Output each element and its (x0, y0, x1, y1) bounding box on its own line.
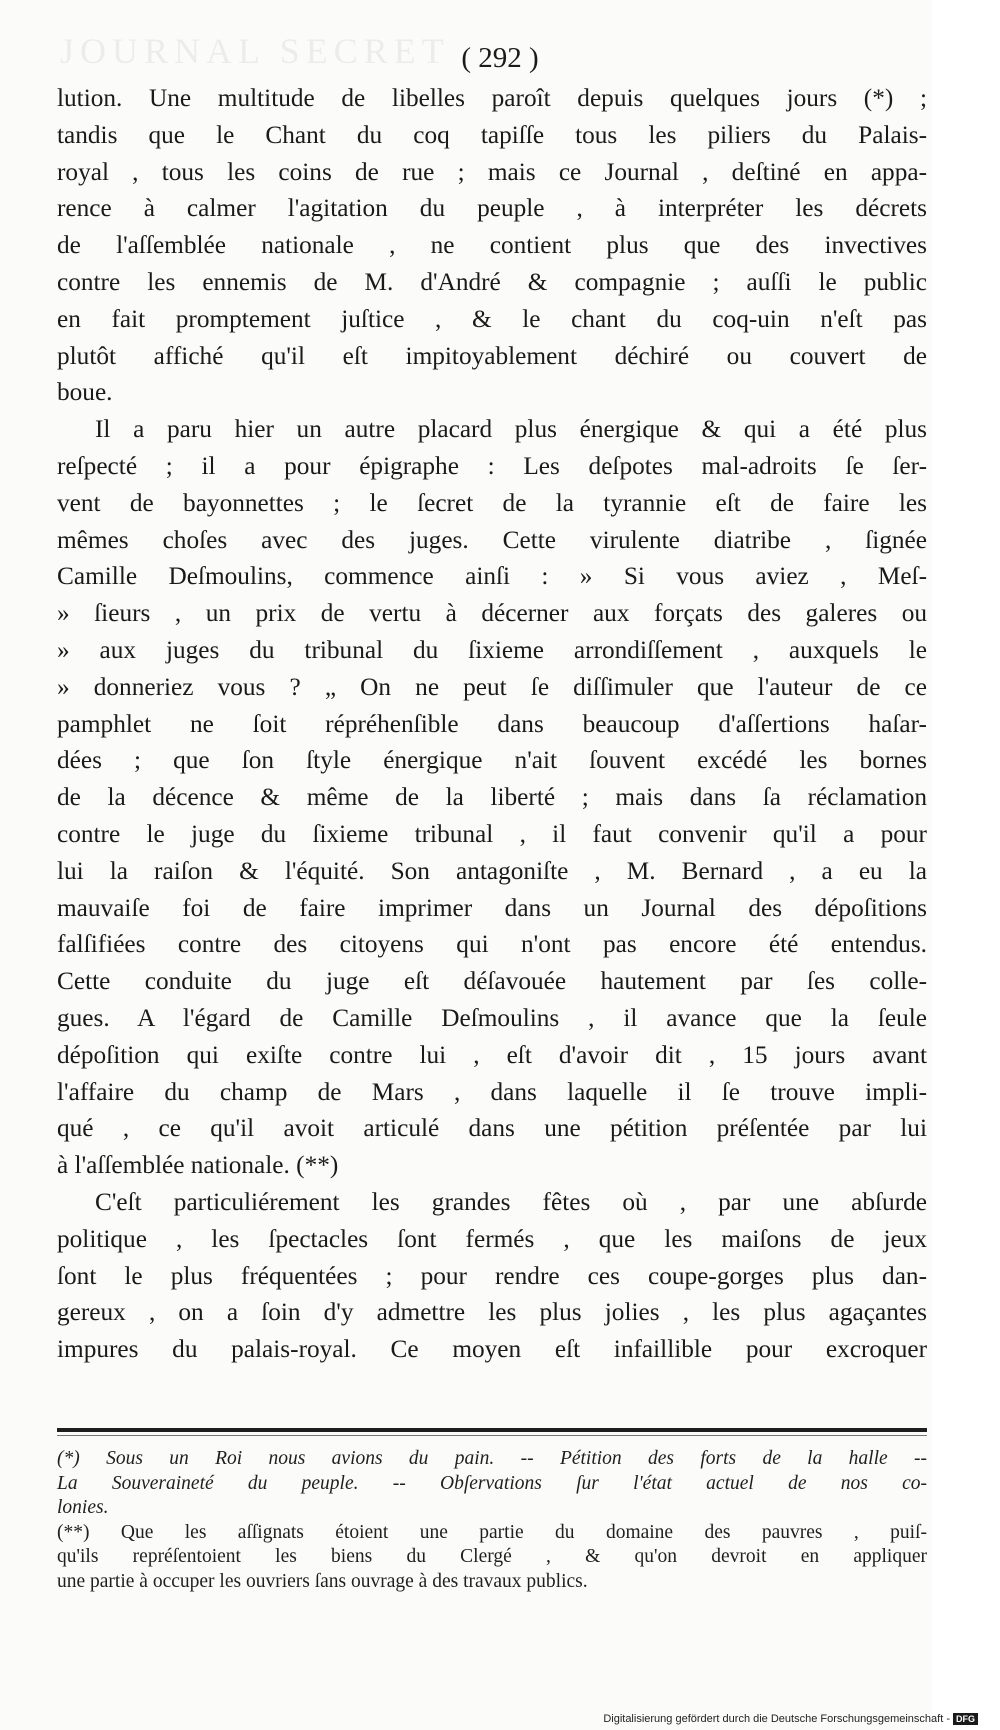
text-line: boue. (57, 378, 113, 407)
text-line: contre le juge du ſixieme tribunal , il faut convenir qu'il a pour (57, 819, 927, 848)
text-line: ſont le plus fréquentées ; pour rendre ces coupe-gorges plus dan- (57, 1261, 927, 1290)
footnote-line: qu'ils repréſentoient les biens du Clergé , & qu'on devroit en appliquer (57, 1546, 927, 1568)
text-line: royal , tous les coins de rue ; mais ce Journal , deſtiné en appa- (57, 157, 927, 186)
text-line: Cette conduite du juge eſt déſavouée hautement par ſes colle- (57, 967, 927, 996)
text-line: Camille Deſmoulins, commence ainſi : » Si vous aviez , Meſ- (57, 562, 927, 591)
text-line: en fait promptement juſtice , & le chant du coq-uin n'eſt pas (57, 304, 927, 333)
text-line: plutôt affiché qu'il eſt impitoyablement déchiré ou couvert de (57, 341, 927, 370)
footnote-separator-rule (57, 1435, 927, 1436)
text-line: de la décence & même de la liberté ; mais dans ſa réclamation (57, 783, 927, 812)
text-line: gues. A l'égard de Camille Deſmoulins , il avance que la ſeule (57, 1003, 927, 1032)
text-line: tandis que le Chant du coq tapiſſe tous les piliers du Palais- (57, 120, 927, 149)
text-line: contre les ennemis de M. d'André & compagnie ; auſſi le public (57, 267, 927, 296)
text-line: lui la raiſon & l'équité. Son antagoniſte , M. Bernard , a eu la (57, 856, 927, 885)
text-line: qué , ce qu'il avoit articulé dans une pétition préſentée par lui (57, 1114, 927, 1143)
footnote-line: (**) Que les aſſignats étoient une partie du domaine des pauvres , puiſ- (57, 1521, 927, 1543)
paragraph-start-line: C'eſt particuliérement les grandes fêtes où , par une abſurde (95, 1187, 927, 1216)
footnote-line: lonies. (57, 1497, 109, 1519)
paragraph-start-line: Il a paru hier un autre placard plus énergique & qui a été plus (95, 415, 927, 444)
footnote-line: (*) Sous un Roi nous avions du pain. -- Pétition des forts de la halle -- (57, 1448, 927, 1469)
footnote-separator (57, 1428, 927, 1432)
text-line: pamphlet ne ſoit répréhenſible dans beaucoup d'aſſertions haſar- (57, 709, 927, 738)
dfg-logo: DFG (953, 1713, 978, 1725)
text-line: lution. Une multitude de libelles paroît depuis quelques jours (*) ; (57, 84, 927, 112)
footnote-line: La Souveraineté du peuple. -- Obſervations ſur l'état actuel de nos co- (57, 1472, 927, 1494)
text-line: à l'aſſemblée nationale. (**) (57, 1151, 339, 1180)
page-number: ( 292 ) (461, 42, 539, 74)
quote-line: » aux juges du tribunal du ſixieme arrondiſſement , auxquels le (57, 635, 927, 664)
quote-line: » ſieurs , un prix de vertu à décerner aux forçats des galeres ou (57, 599, 927, 628)
credit-text: Digitalisierung gefördert durch die Deutsche Forschungsgemeinschaft - (603, 1713, 950, 1725)
text-line: reſpecté ; il a pour épigraphe : Les deſpotes mal-adroits ſe ſer- (57, 451, 927, 480)
quote-line: » donneriez vous ? „ On ne peut ſe diſſimuler que l'auteur de ce (57, 672, 927, 701)
body-text (57, 80, 927, 1368)
text-line: dées ; que ſon ſtyle énergique n'ait ſouvent excédé les bornes (57, 746, 927, 775)
text-line: impures du palais-royal. Ce moyen eſt infaillible pour excroquer (57, 1335, 927, 1364)
digitization-credit (603, 1713, 978, 1725)
text-line: gereux , on a ſoin d'y admettre les plus jolies , les plus agaçantes (57, 1298, 927, 1327)
text-line: l'affaire du champ de Mars , dans laquelle il ſe trouve impli- (57, 1077, 927, 1106)
footnotes (57, 1447, 927, 1595)
scan-margin (932, 0, 1000, 1730)
bleed-through-text: JOURNAL SECRET (60, 31, 450, 70)
text-line: vent de bayonnettes ; le ſecret de la tyrannie eſt de faire les (57, 488, 927, 517)
text-line: mauvaiſe foi de faire imprimer dans un Journal des dépoſitions (57, 893, 927, 922)
text-line: rence à calmer l'agitation du peuple , à interpréter les décrets (57, 194, 927, 223)
text-line: politique , les ſpectacles ſont fermés , que les maiſons de jeux (57, 1224, 927, 1253)
text-line: de l'aſſemblée nationale , ne contient plus que des invectives (57, 231, 927, 260)
footnote-line: une partie à occuper les ouvriers ſans ouvrage à des travaux publics. (57, 1570, 588, 1592)
text-line: falſifiées contre des citoyens qui n'ont pas encore été entendus. (57, 930, 927, 959)
text-line: mêmes choſes avec des juges. Cette virulente diatribe , ſignée (57, 525, 927, 554)
text-line: dépoſition qui exiſte contre lui , eſt d'avoir dit , 15 jours avant (57, 1040, 927, 1069)
